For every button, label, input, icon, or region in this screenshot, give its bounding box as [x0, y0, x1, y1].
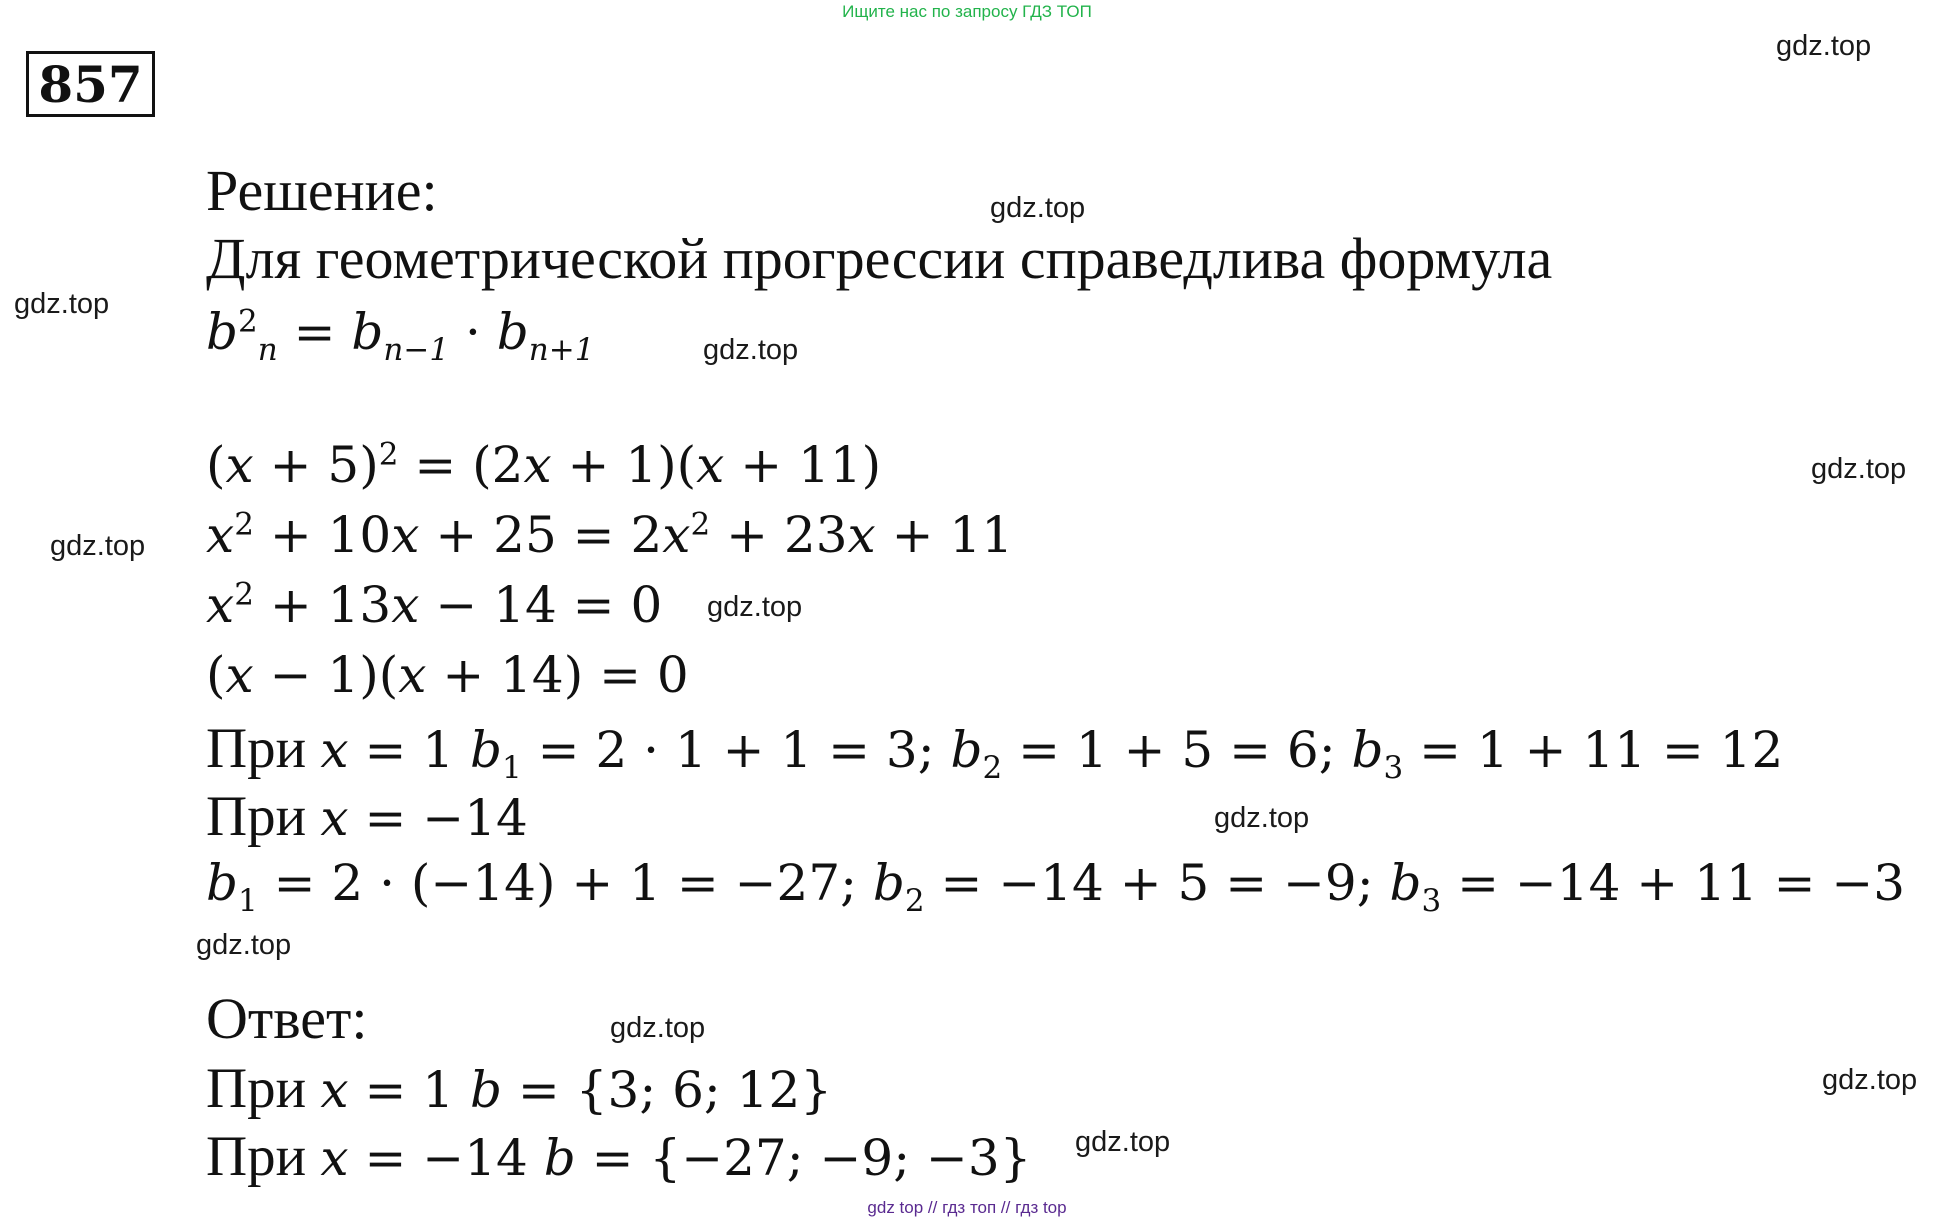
footer-links: gdz top // гдз топ // гдз top: [867, 1198, 1067, 1217]
watermark: gdz.top: [707, 591, 803, 623]
case-x-minus-14-values: $b_1 = 2 \cdot (-14) + 1 = -27$; $b_2 = -14 + 5 = -9$; $b_3 = -14 + 11 = -3$: [206, 854, 1906, 919]
case-x-equals-1: При x = 1 $b_1 = 2 \cdot 1 + 1 = 3$; $b_2 = 1 + 5 = 6$; $b_3 = 1 + 11 = 12$: [206, 717, 1784, 786]
case-x-equals-minus-14: При x = −14: [206, 785, 528, 848]
solution-intro: Для геометрической прогрессии справедлива формула: [206, 226, 1553, 291]
solution-heading: Решение:: [206, 158, 438, 223]
equation-step-4: (x − 1)(x + 14) = 0: [206, 646, 689, 704]
watermark: gdz.top: [610, 1012, 706, 1044]
watermark: gdz.top: [196, 929, 292, 961]
watermark: gdz.top: [990, 192, 1086, 224]
equation-step-2: $x^2 + 10x + 25 = 2x^2 + 23x + 11$: [206, 506, 1014, 564]
answer-line-1: При x = 1 b = {3; 6; 12}: [206, 1057, 833, 1120]
equation-step-3: $x^2 + 13x - 14 = 0$: [206, 576, 663, 634]
watermark: gdz.top: [50, 530, 146, 562]
watermark: gdz.top: [1822, 1064, 1918, 1096]
answer-heading: Ответ:: [206, 986, 368, 1051]
equation-step-1: $(x + 5)^2 = (2x + 1)(x + 11)$: [206, 436, 882, 494]
problem-number-badge: [26, 51, 155, 117]
watermark: gdz.top: [1075, 1126, 1171, 1158]
watermark: gdz.top: [703, 334, 799, 366]
watermark: gdz.top: [1811, 453, 1907, 485]
watermark: gdz.top: [14, 288, 110, 320]
watermark: gdz.top: [1776, 30, 1872, 62]
answer-line-2: При x = −14 b = {−27; −9; −3}: [206, 1125, 1032, 1188]
progression-formula: $b^2_n = b_{n-1} \cdot b_{n+1}$: [206, 303, 595, 368]
watermark: gdz.top: [1214, 802, 1310, 834]
problem-number: 857: [38, 54, 143, 114]
search-hint-banner: Ищите нас по запросу ГДЗ ТОП: [842, 2, 1092, 21]
